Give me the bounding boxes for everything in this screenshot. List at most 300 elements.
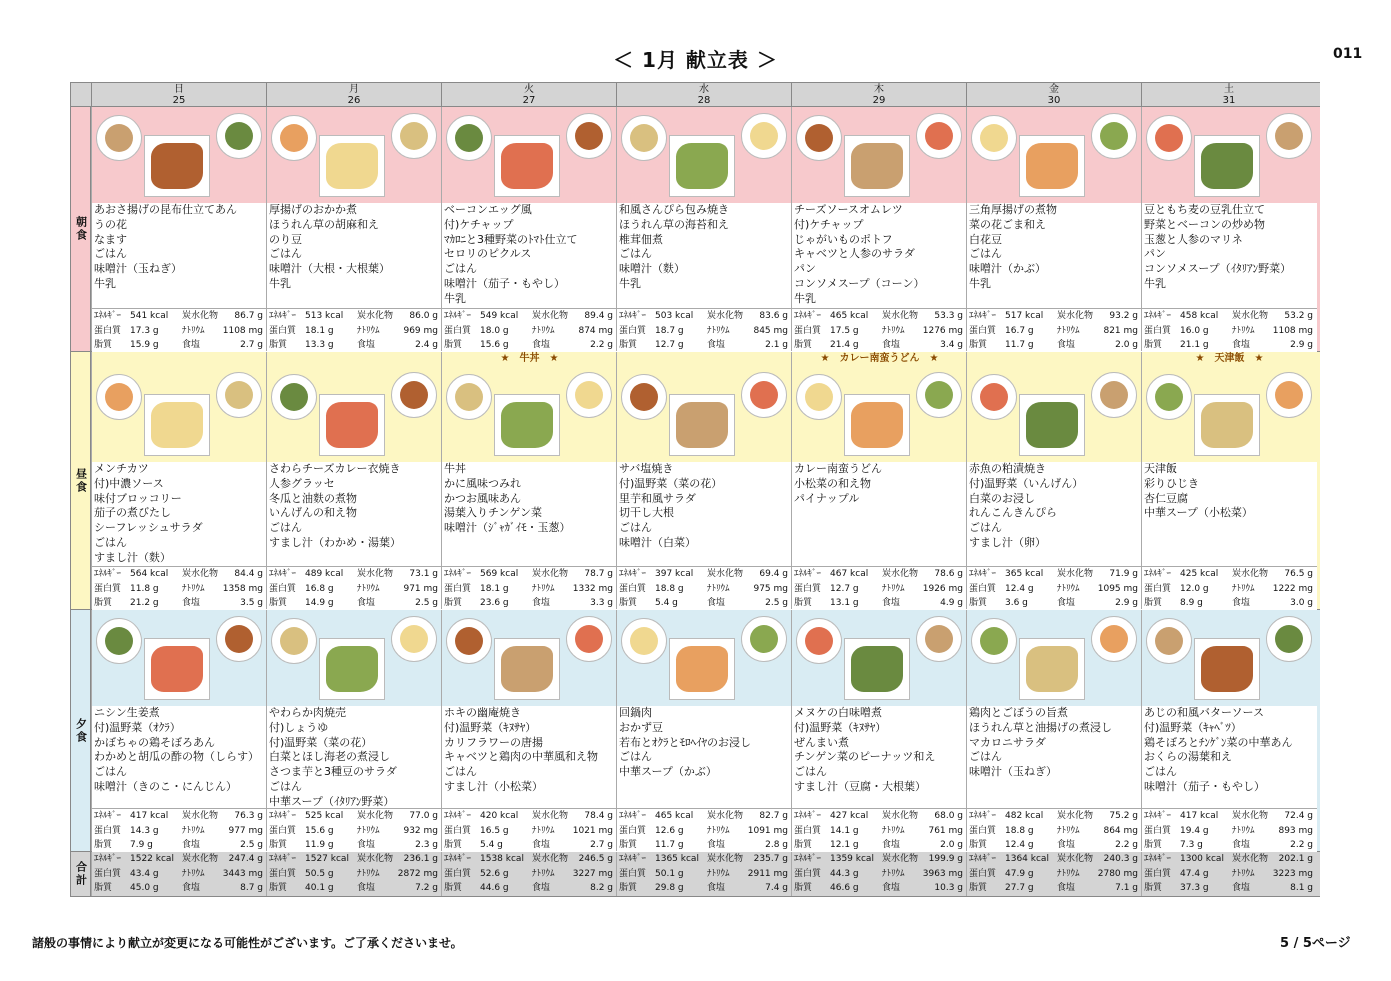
nutrient-label: 脂質 — [619, 883, 638, 893]
meal-photo — [442, 610, 617, 706]
nutrient-value: 975 mg — [753, 583, 788, 594]
nutrient-label: 炭水化物 — [357, 811, 394, 821]
nutrition-box — [617, 566, 792, 610]
side-dish-photo — [391, 372, 437, 418]
main-dish-photo — [844, 135, 910, 197]
nutrient-value: 3227 mg — [572, 868, 613, 879]
day-cell — [616, 352, 791, 609]
side-dish-photo — [1146, 115, 1192, 161]
menu-item: うの花 — [94, 217, 127, 231]
nutrition-row — [794, 596, 967, 611]
meal-photo — [617, 107, 792, 203]
nutrient-label: ﾅﾄﾘｳﾑ — [1232, 825, 1255, 836]
nutrient-label: 脂質 — [619, 598, 638, 608]
nutrient-label: 炭水化物 — [707, 311, 744, 321]
day-cell — [1141, 107, 1316, 351]
nutrition-box — [92, 566, 267, 610]
nutrient-value: 3963 mg — [922, 868, 963, 879]
menu-item: 厚揚げのおかか煮 — [269, 203, 357, 216]
main-dish-photo — [1194, 135, 1260, 197]
nutrition-row — [444, 596, 617, 611]
side-dish-photo — [1266, 372, 1312, 418]
side-dish-photo — [796, 618, 842, 664]
nutrition-row — [969, 582, 1142, 597]
menu-item: 付)温野菜（菜の花） — [619, 476, 723, 490]
menu-item: ほうれん草の海苔和え — [619, 217, 729, 231]
menu-item: 味噌汁（大根・大根葉） — [269, 262, 390, 276]
nutrient-value: 4.9 g — [940, 598, 963, 608]
nutrient-label: 脂質 — [269, 883, 288, 893]
nutrient-value: 12.1 g — [830, 840, 859, 850]
nutrient-value: 420 kcal — [480, 811, 519, 821]
menu-item: シーフレッシュサラダ — [94, 521, 203, 535]
nutrient-label: ｴﾈﾙｷﾞｰ — [619, 569, 647, 579]
nutrition-row — [1144, 567, 1317, 582]
nutrient-label: 食塩 — [882, 883, 901, 893]
day-total-cell — [966, 852, 1141, 896]
nutrition-box — [792, 852, 967, 896]
nutrient-value: 417 kcal — [1180, 811, 1219, 821]
menu-item: 湯葉入りチンゲン菜 — [444, 506, 543, 520]
menu-item: すまし汁（麩） — [94, 550, 171, 564]
nutrient-label: 炭水化物 — [1057, 811, 1094, 821]
menu-item: サバ塩焼き — [619, 462, 674, 475]
nutrient-label: 食塩 — [882, 340, 901, 350]
nutrient-value: 72.4 g — [1284, 811, 1313, 821]
menu-item: マカロニサラダ — [969, 735, 1046, 749]
menu-item: 牛乳 — [969, 276, 991, 290]
side-dish-photo — [1146, 618, 1192, 664]
side-dish-photo — [916, 372, 962, 418]
menu-item: 味噌汁（玉ねぎ） — [94, 262, 182, 276]
nutrition-row — [444, 881, 617, 896]
nutrition-box — [617, 808, 792, 852]
side-dish-photo — [96, 618, 142, 664]
menu-item: 白菜とほし海老の煮浸し — [269, 750, 390, 764]
meal-label: 朝食 — [71, 107, 91, 351]
nutrition-row — [94, 338, 267, 353]
nutrition-row — [269, 881, 442, 896]
nutrition-box — [967, 566, 1142, 610]
nutrient-value: 465 kcal — [655, 811, 694, 821]
meal-photo — [92, 107, 267, 203]
menu-item: 牛乳 — [269, 276, 291, 290]
nutrient-label: 炭水化物 — [1057, 311, 1094, 321]
special-menu-band — [967, 352, 1142, 366]
menu-item: すまし汁（小松菜） — [444, 779, 543, 793]
meal-photo — [442, 107, 617, 203]
menu-item: じゃがいものポトフ — [794, 232, 893, 246]
nutrient-label: 蛋白質 — [269, 325, 297, 336]
menu-item: コンソメスープ（コーン） — [794, 276, 925, 290]
nutrient-label: 食塩 — [182, 598, 201, 608]
day-date: 25 — [172, 95, 186, 106]
nutrient-value: 969 mg — [403, 325, 438, 336]
nutrient-value: 16.8 g — [305, 583, 334, 594]
main-dish-photo — [319, 638, 385, 700]
nutrient-value: 17.5 g — [830, 325, 859, 336]
menu-item: 付)温野菜（ｵｸﾗ） — [94, 720, 181, 734]
totals-label: 合計 — [71, 852, 91, 896]
meal-photo — [1142, 107, 1317, 203]
main-dish-photo — [144, 135, 210, 197]
nutrition-row — [1144, 824, 1317, 839]
nutrient-label: 脂質 — [269, 598, 288, 608]
nutrition-box — [92, 308, 267, 352]
nutrition-box — [967, 808, 1142, 852]
menu-item: 中華スープ（かぶ） — [619, 765, 717, 779]
nutrition-box — [617, 308, 792, 352]
special-menu-band: ★ カレー南蛮うどん ★ — [820, 353, 939, 364]
menu-item: かぼちゃの鶏そぼろあん — [94, 735, 215, 749]
day-header — [91, 83, 266, 107]
menu-items — [1142, 203, 1317, 308]
menu-item: 味噌汁（ｼﾞｬｶﾞｲﾓ・玉葱） — [444, 521, 571, 535]
day-of-week: 火 — [524, 84, 534, 95]
nutrition-row — [94, 582, 267, 597]
day-cell — [1141, 610, 1316, 851]
nutrient-label: 炭水化物 — [357, 311, 394, 321]
nutrition-row — [794, 838, 967, 853]
nutrient-value: 16.0 g — [1180, 325, 1209, 336]
nutrition-box — [1142, 852, 1317, 896]
meal-photo — [967, 107, 1142, 203]
special-menu-band: ★ 牛丼 ★ — [500, 353, 559, 364]
nutrient-value: 12.4 g — [1005, 840, 1034, 850]
nutrient-label: ﾅﾄﾘｳﾑ — [707, 583, 730, 594]
nutrient-label: 食塩 — [1232, 598, 1251, 608]
menu-item: すまし汁（卵） — [969, 535, 1046, 549]
day-cell — [266, 610, 441, 851]
nutrient-value: 18.8 g — [1005, 825, 1034, 836]
nutrition-row — [444, 582, 617, 597]
nutrient-label: 蛋白質 — [1144, 325, 1172, 336]
nutrient-value: 3443 mg — [222, 868, 263, 879]
side-dish-photo — [566, 616, 612, 662]
side-dish-photo — [96, 115, 142, 161]
menu-item: 和風さんぴら包み焼き — [619, 203, 729, 216]
side-dish-photo — [446, 374, 492, 420]
nutrient-value: 235.7 g — [753, 854, 788, 864]
menu-item: 回鍋肉 — [619, 706, 652, 719]
menu-item: セロリのピクルス — [444, 247, 532, 261]
nutrient-label: 脂質 — [269, 340, 288, 350]
page-code: 011 — [1333, 46, 1363, 62]
nutrient-label: 脂質 — [969, 883, 988, 893]
nutrient-value: 397 kcal — [655, 569, 694, 579]
nutrient-label: ﾅﾄﾘｳﾑ — [1057, 825, 1080, 836]
day-header — [616, 83, 791, 107]
nutrient-label: ﾅﾄﾘｳﾑ — [182, 583, 205, 594]
menu-items — [442, 203, 617, 308]
nutrient-value: 15.9 g — [130, 340, 159, 350]
nutrient-value: 11.7 g — [1005, 340, 1034, 350]
side-dish-photo — [741, 113, 787, 159]
nutrient-label: 蛋白質 — [444, 825, 472, 836]
nutrient-label: 炭水化物 — [1232, 569, 1269, 579]
menu-item: あじの和風バターソース — [1144, 706, 1265, 719]
nutrient-value: 3223 mg — [1272, 868, 1313, 879]
menu-item: ごはん — [1144, 765, 1177, 779]
day-header — [791, 83, 966, 107]
menu-item: 若布とｵｸﾗとﾓﾛﾍｲﾔのお浸し — [619, 735, 751, 749]
day-cell — [791, 610, 966, 851]
side-dish-photo — [271, 374, 317, 420]
nutrition-box — [617, 852, 792, 896]
menu-item: 牛乳 — [794, 291, 816, 305]
menu-item: 牛乳 — [94, 276, 116, 290]
nutrition-row — [269, 824, 442, 839]
menu-items — [92, 462, 267, 566]
nutrient-value: 236.1 g — [403, 854, 438, 864]
menu-item: 味噌汁（麩） — [619, 262, 685, 276]
nutrient-value: 569 kcal — [480, 569, 519, 579]
nutrition-row — [94, 838, 267, 853]
menu-item: ﾏｶﾛﾆと3種野菜のﾄﾏﾄ仕立て — [444, 232, 578, 246]
nutrition-row — [969, 867, 1142, 882]
nutrient-label: ﾅﾄﾘｳﾑ — [532, 583, 555, 594]
day-total-cell — [791, 852, 966, 896]
menu-items — [967, 706, 1142, 808]
nutrient-value: 44.3 g — [830, 868, 859, 879]
day-of-week: 日 — [174, 84, 184, 95]
nutrition-row — [94, 324, 267, 339]
nutrient-label: 食塩 — [532, 340, 551, 350]
nutrient-label: 蛋白質 — [969, 325, 997, 336]
nutrient-value: 2.4 g — [415, 340, 438, 350]
nutrition-row — [619, 338, 792, 353]
nutrient-value: 18.1 g — [305, 325, 334, 336]
day-cell — [266, 107, 441, 351]
menu-items — [267, 706, 442, 808]
meal-photo — [92, 610, 267, 706]
menu-items — [442, 706, 617, 808]
menu-item: 切干し大根 — [619, 506, 674, 520]
nutrient-label: ﾅﾄﾘｳﾑ — [357, 868, 380, 879]
nutrient-label: 脂質 — [94, 883, 113, 893]
menu-items — [442, 462, 617, 566]
menu-item: ごはん — [969, 521, 1002, 535]
nutrient-label: 蛋白質 — [94, 325, 122, 336]
nutrient-value: 467 kcal — [830, 569, 869, 579]
menu-items — [267, 462, 442, 566]
nutrient-value: 2.1 g — [765, 340, 788, 350]
main-dish-photo — [669, 638, 735, 700]
nutrition-row — [1144, 582, 1317, 597]
nutrient-label: 食塩 — [1057, 340, 1076, 350]
nutrition-box — [442, 566, 617, 610]
nutrient-label: 脂質 — [969, 340, 988, 350]
menu-items — [92, 706, 267, 808]
nutrient-label: ｴﾈﾙｷﾞｰ — [269, 569, 297, 579]
nutrient-value: 417 kcal — [130, 811, 169, 821]
nutrition-row — [619, 824, 792, 839]
nutrient-value: 76.3 g — [234, 811, 263, 821]
menu-item: 天津飯 — [1144, 462, 1177, 475]
meal-photo — [267, 366, 442, 462]
meal-photo — [92, 366, 267, 462]
menu-item: あおさ揚げの昆布仕立てあん — [94, 203, 237, 216]
nutrient-value: 365 kcal — [1005, 569, 1044, 579]
menu-items — [92, 203, 267, 308]
nutrient-label: ｴﾈﾙｷﾞｰ — [1144, 854, 1172, 864]
menu-item: やわらか肉焼売 — [269, 706, 346, 719]
day-cell — [791, 352, 966, 609]
nutrition-box — [267, 808, 442, 852]
menu-item: 鶏そぼろとﾁﾝｹﾞﾝ菜の中華あん — [1144, 735, 1293, 749]
nutrient-label: ｴﾈﾙｷﾞｰ — [794, 811, 822, 821]
nutrition-row — [1144, 838, 1317, 853]
nutrition-box — [442, 308, 617, 352]
nutrient-label: ｴﾈﾙｷﾞｰ — [94, 569, 122, 579]
nutrient-label: ﾅﾄﾘｳﾑ — [707, 325, 730, 336]
nutrient-label: 脂質 — [1144, 883, 1163, 893]
nutrient-value: 1538 kcal — [480, 854, 524, 864]
day-date: 28 — [697, 95, 711, 106]
nutrient-value: 503 kcal — [655, 311, 694, 321]
menu-item: ごはん — [444, 262, 477, 276]
nutrition-row — [619, 809, 792, 824]
nutrient-label: 炭水化物 — [357, 569, 394, 579]
menu-item: 牛丼 — [444, 462, 466, 475]
nutrient-value: 1222 mg — [1272, 583, 1313, 594]
day-cell — [616, 107, 791, 351]
nutrient-label: 蛋白質 — [619, 825, 647, 836]
menu-item: ごはん — [619, 750, 652, 764]
nutrient-label: 食塩 — [707, 840, 726, 850]
menu-item: ごはん — [619, 521, 652, 535]
nutrient-value: 47.9 g — [1005, 868, 1034, 879]
menu-item: 白花豆 — [969, 232, 1002, 246]
day-header — [266, 83, 441, 107]
special-menu-band — [92, 352, 267, 366]
day-cell — [1141, 352, 1316, 609]
menu-item: 椎茸佃煮 — [619, 232, 663, 246]
nutrition-box — [92, 852, 267, 896]
menu-item: 味噌汁（かぶ） — [969, 262, 1046, 276]
nutrition-box — [267, 566, 442, 610]
nutrient-value: 16.7 g — [1005, 325, 1034, 336]
nutrient-label: 炭水化物 — [1232, 854, 1269, 864]
nutrient-value: 541 kcal — [130, 311, 169, 321]
nutrient-label: 炭水化物 — [882, 854, 919, 864]
nutrient-value: 425 kcal — [1180, 569, 1219, 579]
menu-item: さわらチーズカレー衣焼き — [269, 462, 401, 475]
nutrient-value: 12.0 g — [1180, 583, 1209, 594]
nutrient-label: ｴﾈﾙｷﾞｰ — [1144, 569, 1172, 579]
nutrition-row — [444, 338, 617, 353]
nutrient-label: 食塩 — [1057, 598, 1076, 608]
nutrient-value: 45.0 g — [130, 883, 159, 893]
side-dish-photo — [971, 374, 1017, 420]
nutrition-row — [1144, 596, 1317, 611]
nutrient-label: ﾅﾄﾘｳﾑ — [357, 583, 380, 594]
nutrition-row — [969, 596, 1142, 611]
nutrition-box — [792, 808, 967, 852]
nutrient-label: ﾅﾄﾘｳﾑ — [1232, 583, 1255, 594]
side-dish-photo — [741, 372, 787, 418]
nutrition-row — [269, 596, 442, 611]
nutrient-label: 炭水化物 — [532, 811, 569, 821]
nutrient-value: 12.6 g — [655, 825, 684, 836]
nutrient-label: ﾅﾄﾘｳﾑ — [357, 325, 380, 336]
nutrient-label: 蛋白質 — [269, 825, 297, 836]
nutrition-row — [619, 567, 792, 582]
menu-item: 付)温野菜（いんげん） — [969, 476, 1084, 490]
nutrient-value: 1358 mg — [222, 583, 263, 594]
nutrient-label: ﾅﾄﾘｳﾑ — [532, 868, 555, 879]
nutrient-value: 12.4 g — [1005, 583, 1034, 594]
nutrient-label: 炭水化物 — [532, 569, 569, 579]
nutrition-row — [94, 596, 267, 611]
nutrient-value: 17.3 g — [130, 325, 159, 336]
menu-item: 中華スープ（小松菜） — [1144, 506, 1253, 520]
day-cell — [791, 107, 966, 351]
nutrient-label: 炭水化物 — [707, 854, 744, 864]
nutrient-label: 脂質 — [444, 840, 463, 850]
side-dish-photo — [1146, 374, 1192, 420]
nutrition-row — [969, 881, 1142, 896]
nutrition-box — [792, 308, 967, 352]
nutrient-value: 12.7 g — [655, 340, 684, 350]
nutrition-row — [94, 852, 267, 867]
nutrient-value: 71.9 g — [1109, 569, 1138, 579]
nutrient-value: 46.6 g — [830, 883, 859, 893]
nutrition-row — [269, 867, 442, 882]
nutrient-label: ｴﾈﾙｷﾞｰ — [269, 811, 297, 821]
nutrient-label: 脂質 — [94, 340, 113, 350]
menu-items — [792, 203, 967, 308]
main-dish-photo — [844, 394, 910, 456]
side-dish-photo — [96, 374, 142, 420]
nutrient-value: 78.4 g — [584, 811, 613, 821]
menu-items — [617, 706, 792, 808]
nutrition-box — [442, 808, 617, 852]
day-cell — [441, 107, 616, 351]
nutrient-value: 2911 mg — [747, 868, 788, 879]
menu-item: ごはん — [794, 765, 827, 779]
nutrient-value: 7.9 g — [130, 840, 153, 850]
nutrient-label: 炭水化物 — [532, 854, 569, 864]
side-dish-photo — [1091, 372, 1137, 418]
nutrient-value: 18.0 g — [480, 325, 509, 336]
side-dish-photo — [621, 374, 667, 420]
main-dish-photo — [319, 135, 385, 197]
nutrient-value: 13.1 g — [830, 598, 859, 608]
nutrient-value: 1926 mg — [922, 583, 963, 594]
nutrient-value: 2.8 g — [765, 840, 788, 850]
nutrient-value: 93.2 g — [1109, 311, 1138, 321]
nutrient-value: 14.3 g — [130, 825, 159, 836]
nutrient-value: 7.1 g — [1115, 883, 1138, 893]
menu-items — [967, 203, 1142, 308]
day-cell — [266, 352, 441, 609]
meal-section — [71, 610, 1320, 852]
day-total-cell — [616, 852, 791, 896]
menu-item: ごはん — [269, 247, 302, 261]
main-dish-photo — [144, 638, 210, 700]
nutrient-label: ｴﾈﾙｷﾞｰ — [444, 811, 472, 821]
menu-item: おくらの湯葉和え — [1144, 750, 1232, 764]
nutrition-row — [1144, 867, 1317, 882]
meal-photo — [967, 610, 1142, 706]
day-total-cell — [266, 852, 441, 896]
side-dish-photo — [741, 616, 787, 662]
side-dish-photo — [621, 115, 667, 161]
nutrient-label: 脂質 — [794, 598, 813, 608]
nutrition-box — [267, 852, 442, 896]
nutrient-label: ｴﾈﾙｷﾞｰ — [969, 311, 997, 321]
